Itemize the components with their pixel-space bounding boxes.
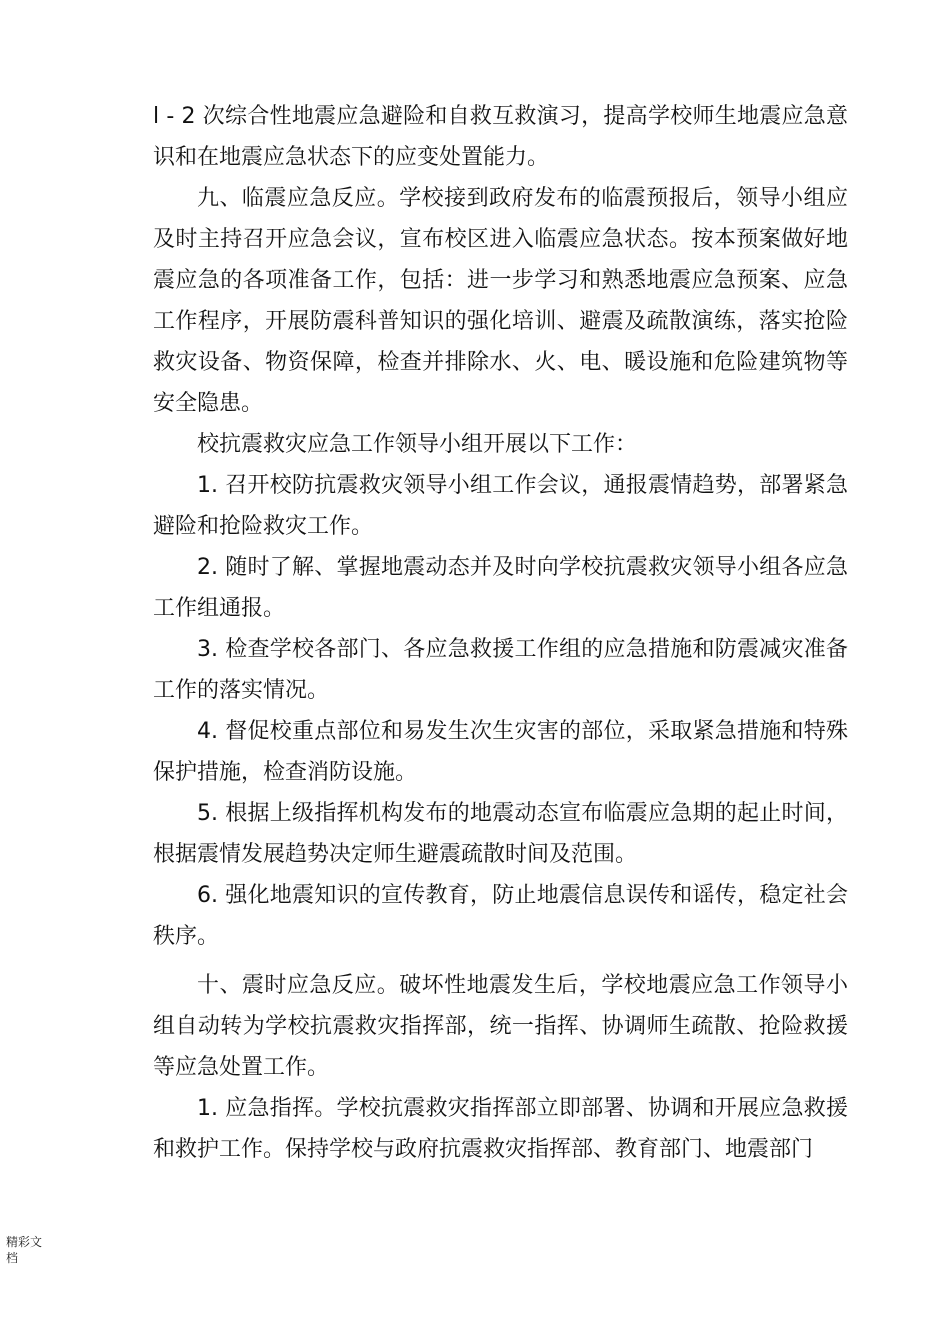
paragraph-item-1: 1. 召开校防抗震救灾领导小组工作会议，通报震情趋势，部署紧急避险和抢险救灾工作。 (153, 473, 848, 539)
paragraph-drill-continuation: l - 2 次综合性地震应急避险和自救互救演习，提高学校师生地震应急意识和在地震应急状态下的应变处置能力。 (153, 104, 848, 170)
footer-label: 精彩文档 (6, 1235, 43, 1265)
paragraph-section-ten: 十、震时应急反应。破坏性地震发生后，学校地震应急工作领导小组自动转为学校抗震救灾指挥部，统一指挥、协调师生疏散、抢险救援等应急处置工作。 (153, 973, 848, 1080)
paragraph-section-nine: 九、临震应急反应。学校接到政府发布的临震预报后，领导小组应及时主持召开应急会议，宣布校区进入临震应急状态。按本预案做好地震应急的各项准备工作，包括：进一步学习和熟悉地震应急预案、应急工作程序，开展防震科普知识的强化培训、避震及疏散演练，落实抢险救灾设备、物资保障，检查并排除水、火、电、暖设施和危险建筑物等安全隐患。 (153, 186, 848, 416)
paragraph-leadership-tasks-intro: 校抗震救灾应急工作领导小组开展以下工作： (197, 432, 638, 457)
paragraph-emergency-command: 1. 应急指挥。学校抗震救灾指挥部立即部署、协调和开展应急救援和救护工作。保持学校与政府抗震救灾指挥部、教育部门、地震部门 (153, 1096, 848, 1162)
paragraph-item-2: 2. 随时了解、掌握地震动态并及时向学校抗震救灾领导小组各应急工作组通报。 (153, 555, 848, 621)
paragraph-item-3: 3. 检查学校各部门、各应急救援工作组的应急措施和防震减灾准备工作的落实情况。 (153, 637, 848, 703)
paragraph-item-4: 4. 督促校重点部位和易发生次生灾害的部位，采取紧急措施和特殊保护措施，检查消防设施。 (153, 719, 848, 785)
document-body (153, 96, 848, 1170)
paragraph-item-5: 5. 根据上级指挥机构发布的地震动态宣布临震应急期的起止时间，根据震情发展趋势决定师生避震疏散时间及范围。 (153, 801, 848, 867)
paragraph-item-6: 6. 强化地震知识的宣传教育，防止地震信息误传和谣传，稳定社会秩序。 (153, 883, 848, 949)
